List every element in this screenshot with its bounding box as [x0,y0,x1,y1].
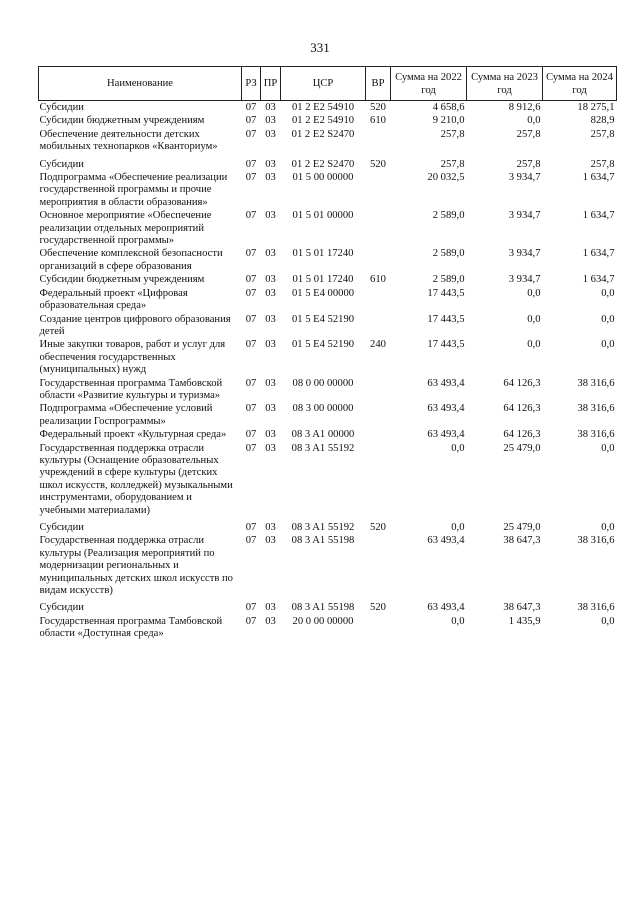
row-csr: 01 2 E2 54910 [291,115,355,127]
table-row [39,287,617,313]
row-csr: 01 5 01 00000 [292,210,354,222]
row-sum-2023: 3 934,7 [508,248,541,260]
row-pr: 03 [265,313,276,325]
table-row [39,534,617,597]
row-sum-2023: 1 435,9 [508,615,541,627]
row-vr: 610 [370,274,386,286]
row-sum-2022: 17 443,5 [427,313,465,325]
row-pr: 03 [265,602,276,614]
row-vr [366,171,391,209]
row-sum-2023: 38 647,3 [503,535,541,547]
row-rz: 07 [245,535,257,547]
row-rz: 07 [245,248,257,260]
row-name: Государственная программа Тамбовской области «Доступная среда» [39,615,223,640]
row-pr: 03 [265,210,276,222]
row-csr: 08 3 00 00000 [292,403,354,415]
row-pr: 03 [265,248,276,260]
row-name: Обеспечение комплексной безопасности организаций в сфере образования [39,248,223,272]
header-sum-2023: Сумма на 2023 год [467,67,543,101]
header-pr: ПР [261,67,281,101]
row-rz: 07 [245,429,257,441]
row-vr [366,287,391,313]
row-sum-2024: 0,0 [601,339,615,351]
row-sum-2024: 38 316,6 [577,602,615,614]
row-sum-2023: 64 126,3 [503,429,541,441]
row-sum-2024: 0,0 [601,522,615,533]
table-row [39,442,617,517]
row-sum-2022: 63 493,4 [427,602,465,614]
row-sum-2024: 38 316,6 [577,535,615,547]
row-sum-2022: 63 493,4 [427,429,465,441]
table-row [39,517,617,534]
page-number: 331 [310,40,330,55]
row-csr: 20 0 00 00000 [292,615,354,627]
row-vr [366,313,391,339]
row-vr [366,428,391,441]
row-csr: 08 3 A1 55198 [291,535,355,547]
table-row [39,402,617,428]
row-name: Субсидии [39,602,84,614]
row-pr: 03 [265,158,276,170]
row-sum-2022: 257,8 [440,128,465,140]
row-sum-2024: 1 634,7 [582,172,615,184]
row-rz: 07 [245,115,257,127]
row-name: Субсидии [39,102,84,113]
row-vr [366,247,391,273]
row-sum-2022: 63 493,4 [427,403,465,415]
row-sum-2024: 0,0 [601,442,615,454]
row-sum-2023: 0,0 [527,313,541,325]
row-name: Обеспечение деятельности детских мобильных технопарков «Кванториум» [39,128,218,153]
table-row [39,273,617,286]
row-rz: 07 [245,377,257,389]
table-row [39,171,617,209]
row-pr: 03 [265,442,276,454]
row-sum-2024: 257,8 [590,158,615,170]
header-sum-2024: Сумма на 2024 год [543,67,617,101]
row-sum-2024: 1 634,7 [582,274,615,286]
row-rz: 07 [245,210,257,222]
row-sum-2022: 0,0 [451,522,465,533]
table-row [39,101,617,115]
row-csr: 01 5 00 00000 [292,172,354,184]
row-sum-2023: 257,8 [516,158,541,170]
row-rz: 07 [245,158,257,170]
row-vr [366,615,391,641]
row-vr [366,209,391,247]
row-vr [366,442,391,517]
row-name: Создание центров цифрового образования детей [39,313,231,337]
row-sum-2024: 257,8 [590,128,615,140]
table-row [39,338,617,376]
row-pr: 03 [265,115,276,127]
row-pr: 03 [265,522,276,533]
header-name: Наименование [39,67,242,101]
row-pr: 03 [265,128,276,140]
row-sum-2024: 38 316,6 [577,429,615,441]
row-csr: 01 5 E4 00000 [291,287,355,299]
table-row [39,313,617,339]
row-csr: 01 2 E2 54910 [291,102,355,113]
row-sum-2023: 64 126,3 [503,377,541,389]
table-row [39,154,617,171]
table-row [39,428,617,441]
row-sum-2023: 25 479,0 [503,442,541,454]
row-sum-2024: 0,0 [601,313,615,325]
row-sum-2024: 38 316,6 [577,377,615,389]
row-rz: 07 [245,274,257,286]
row-pr: 03 [265,535,276,547]
header-vr: ВР [366,67,391,101]
row-pr: 03 [265,287,276,299]
row-sum-2023: 25 479,0 [503,522,541,533]
row-sum-2024: 0,0 [601,287,615,299]
table-row [39,597,617,614]
row-vr: 240 [370,339,386,351]
row-sum-2023: 257,8 [516,128,541,140]
row-vr: 610 [370,115,386,127]
row-name: Государственная поддержка отрасли культуры (Оснащение образовательных учреждений в сфере культуры (детских школ искусств, колледжей) музыкальными инструментами, оборудованием и учебными материалами) [39,442,233,516]
row-sum-2022: 20 032,5 [427,172,465,184]
row-rz: 07 [245,522,257,533]
row-sum-2023: 8 912,6 [508,102,541,113]
row-pr: 03 [265,339,276,351]
table-row [39,247,617,273]
table-body [39,101,617,641]
row-sum-2024: 1 634,7 [582,248,615,260]
row-rz: 07 [245,339,257,351]
row-sum-2024: 18 275,1 [577,102,615,113]
table-row [39,615,617,641]
row-vr [366,128,391,154]
header-csr: ЦСР [281,67,366,101]
row-sum-2023: 3 934,7 [508,210,541,222]
header-rz: РЗ [242,67,261,101]
row-csr: 08 3 A1 55198 [291,602,355,614]
row-pr: 03 [265,172,276,184]
row-vr [366,402,391,428]
row-vr: 520 [370,158,386,170]
row-rz: 07 [245,313,257,325]
row-sum-2022: 2 589,0 [432,248,465,260]
table-row [39,128,617,154]
table-header [39,67,617,101]
row-rz: 07 [245,287,257,299]
row-name: Государственная поддержка отрасли культуры (Реализация мероприятий по модернизации региональных и муниципальных детских школ искусств по видам искусств) [39,535,233,597]
row-sum-2022: 9 210,0 [432,115,465,127]
row-csr: 08 3 A1 00000 [291,429,355,441]
row-rz: 07 [245,442,257,454]
row-name: Федеральный проект «Культурная среда» [39,429,227,441]
row-csr: 08 3 A1 55192 [291,522,355,533]
row-name: Подпрограмма «Обеспечение условий реализации Госпрограммы» [39,403,213,427]
table-row [39,377,617,403]
row-sum-2024: 1 634,7 [582,210,615,222]
row-sum-2022: 0,0 [451,615,465,627]
row-pr: 03 [265,102,276,113]
table-row [39,209,617,247]
row-csr: 08 0 00 00000 [292,377,354,389]
row-sum-2023: 3 934,7 [508,172,541,184]
row-csr: 01 5 01 17240 [292,274,354,286]
row-rz: 07 [245,602,257,614]
row-vr: 520 [370,602,386,614]
row-sum-2023: 0,0 [527,287,541,299]
row-sum-2022: 63 493,4 [427,535,465,547]
row-csr: 01 5 E4 52190 [291,313,355,325]
table-row [39,114,617,127]
row-pr: 03 [265,429,276,441]
row-csr: 01 5 01 17240 [292,248,354,260]
row-name: Субсидии бюджетным учреждениям [39,274,205,286]
row-sum-2023: 0,0 [527,115,541,127]
row-name: Иные закупки товаров, работ и услуг для обеспечения государственных (муниципальных) нужд [39,339,226,376]
row-sum-2022: 2 589,0 [432,210,465,222]
row-sum-2022: 17 443,5 [427,287,465,299]
row-sum-2022: 0,0 [451,442,465,454]
row-sum-2024: 38 316,6 [577,403,615,415]
row-rz: 07 [245,128,257,140]
row-sum-2023: 38 647,3 [503,602,541,614]
row-pr: 03 [265,615,276,627]
row-sum-2022: 17 443,5 [427,339,465,351]
row-pr: 03 [265,274,276,286]
row-rz: 07 [245,102,257,113]
row-name: Субсидии [39,158,84,170]
row-name: Подпрограмма «Обеспечение реализации государственной программы и прочие мероприятия в области образования» [39,172,228,208]
row-name: Субсидии [39,522,84,533]
row-csr: 01 5 E4 52190 [291,339,355,351]
row-sum-2022: 257,8 [440,158,465,170]
row-sum-2024: 828,9 [590,115,615,127]
row-name: Субсидии бюджетным учреждениям [39,115,205,127]
row-sum-2023: 0,0 [527,339,541,351]
row-vr: 520 [370,102,386,113]
row-csr: 01 2 E2 S2470 [291,128,355,140]
row-sum-2023: 64 126,3 [503,403,541,415]
row-sum-2024: 0,0 [601,615,615,627]
row-vr: 520 [370,522,386,533]
row-sum-2022: 63 493,4 [427,377,465,389]
row-rz: 07 [245,172,257,184]
row-pr: 03 [265,377,276,389]
row-vr [366,534,391,597]
row-csr: 01 2 E2 S2470 [291,158,355,170]
row-rz: 07 [245,403,257,415]
row-name: Основное мероприятие «Обеспечение реализации отдельных мероприятий государственной программы» [39,210,212,247]
row-name: Государственная программа Тамбовской области «Развитие культуры и туризма» [39,377,223,401]
row-sum-2022: 2 589,0 [432,274,465,286]
row-name: Федеральный проект «Цифровая образовательная среда» [39,287,188,312]
row-vr [366,377,391,403]
budget-table [38,66,617,641]
header-sum-2022: Сумма на 2022 год [391,67,467,101]
row-csr: 08 3 A1 55192 [291,442,355,454]
row-pr: 03 [265,403,276,415]
row-rz: 07 [245,615,257,627]
row-sum-2022: 4 658,6 [432,102,465,113]
row-sum-2023: 3 934,7 [508,274,541,286]
